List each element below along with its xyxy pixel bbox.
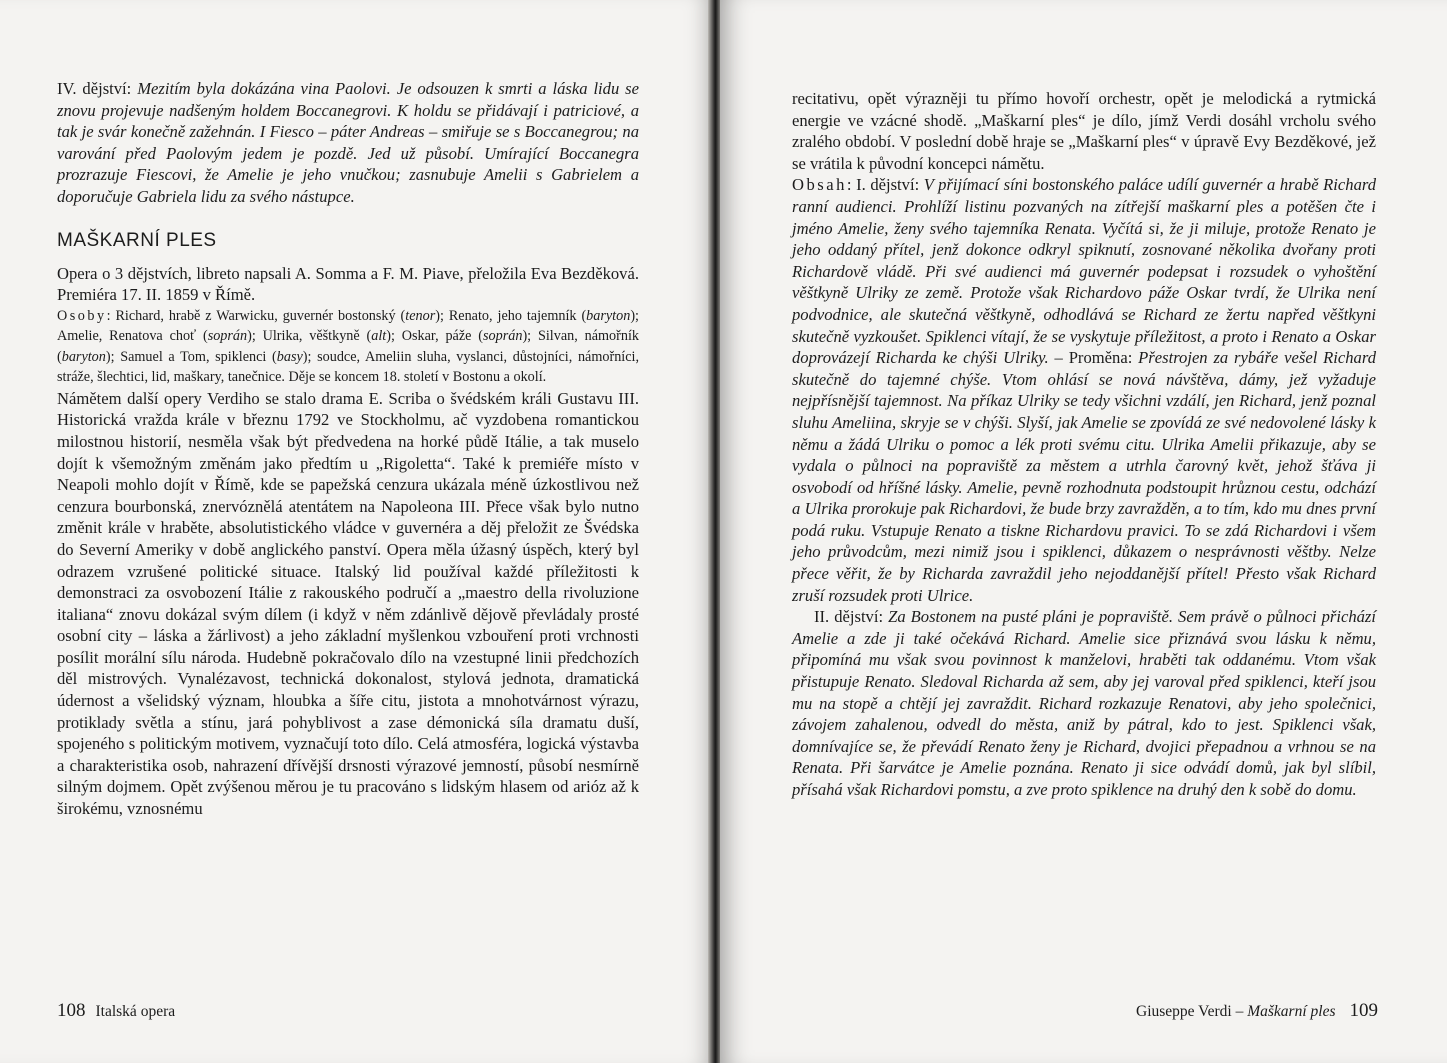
act-four-text: Mezitím byla dokázána vina Paolovi. Je odsouzen k smrti a láska lidu se znovu projevuje nadšeným holdem Boccanegrovi. K holdu se přidávají i patriciové, a tak je svár konečně zažehnán. I Fiesco – páter Andreas – smiřuje se s Boccanegrou; na varování před Paolovým jedem je pozdě. Jed už působí. Umírající Boccanegra prozrazuje Fiescovi, že Amelie je jeho vnučkou; zasnubuje Amelii s Gabrielem a doporučuje Gabriela lidu za svého nástupce. — [57, 79, 639, 206]
left-footer — [57, 1000, 175, 1022]
text-segment: baryton — [61, 348, 106, 365]
continuation-paragraph: recitativu, opět výrazněji tu přímo hovoří orchestr, opět je melodická a rytmická energie ve vzácné shodě. „Maškarní ples“ je dílo, jímž Verdi dosáhl vrcholu svého zralého období. V poslední době hraje se „Maškarní ples“ v úpravě Evy Bezděkové, jež se vrátila k původní koncepci námětu. — [792, 89, 1376, 173]
text-segment: basy — [276, 348, 303, 365]
text-segment: : — [1127, 348, 1139, 368]
running-footer-right — [1136, 1003, 1335, 1020]
text-segment: ); Amelie, Renatova choť ( — [57, 307, 639, 345]
text-segment: ); Oskar, páže ( — [386, 328, 484, 345]
page-number-left: 108 — [57, 1000, 86, 1021]
right-page — [720, 0, 1447, 1063]
right-footer — [1136, 1000, 1378, 1022]
text-segment: ); soudce, Ameliin sluha, vyslanci, důstojníci, námořníci, stráže, šlechtici, lid, maškary, tanečnice. Děje se koncem 18. století v Bostonu a okolí. — [57, 348, 640, 386]
text-segment: Obsah — [792, 175, 847, 195]
text-segment: Za Bostonem na pusté pláni je popraviště. Sem právě o půlnoci přichází Amelie a zde ji také očekává Richard. Amelie sice přiznává svou lásku k němu, připomíná mu však svou povinnost k manželovi, hraběti tak oddanému. Vtom však přistupuje Renato. Sledoval Richarda až sem, aby jej varoval před spiklenci, kteří jsou mu na stopě a chtějí jej zavraždit. Richard rozkazuje Renatovi, aby jeho společnici, závojem zahalenou, odvedl do města, aniž by pátral, kdo to jest. Spiklenci však, domnívajíce se, že převádí Renato ženy je Richard, dvojici přepadnou a vrhnou se na Renata. Při šarvátce je Amelie poznána. Renato ji sice odvádí domů, jak byl slíbil, přísahá však Richardovi pomstu, a zve proto spiklence na druhý den k sobě do domu. — [792, 607, 1376, 799]
text-segment: ); Silvan, námořník ( — [57, 328, 639, 365]
text-segment: Osoby — [57, 307, 107, 324]
main-body-paragraph: Námětem další opery Verdiho se stalo drama E. Scriba o švédském králi Gustavu III. Historická vražda krále v březnu 1792 ve Stockholmu, ač vyzdobena romantickou milostnou historií, nesměla však být předvedena na horké půdě Itálie, a tak muselo dojít k všemožným změnám jako předtím u „Rigoletta“. Také k premiéře místo v Neapoli mohlo dojít v Římě, kde se papežská cenzura ukázala méně úzkostlivou než cenzura bourbonská, znervóznělá atentátem na Napoleona III. Přece však bylo nutno změnit krále v hraběte, absolutistického vládce v guvernéra a děj přeložit ze Švédska do Severní Ameriky v době anglického panství. Opera měla úžasný úspěch, který byl odrazem vzrušené politické situace. Italský lid používal každé příležitosti k demonstraci za osvobození Itálie z rakouského područí a „maestro della rivoluzione italiana“ znovu dokázal svým dílem (i když v něm zdánlivě dějově převládaly prosté osobní city – láska a žárlivost) a jeho základní myšlenkou vzbouření proti vrchnosti posílit morální sílu národa. Hudebně pokračovalo dílo na vzestupné linii předchozích děl mistrových. Vynalézavost, technická dokonalost, stylová jednota, dramatická údernost a všelidský význam, hloubka a šíře citu, jistota a mnohotvárnost výrazu, protiklady světla a stínu, jará pohyblivost a zase démonická síla dramatu duší, spojeného s politickým motivem, vyznačují toto dílo. Celá atmosféra, logická výstavba a charakteristika osob, nahrazení dřívější drsnosti výrazové jemností, působí nesmírně silným dojmem. Opět zvýšenou měrou je tu pracováno s lidským hlasem od arióz až k širokému, vznosnému — [57, 388, 639, 819]
text-segment: : I. dějství: — [846, 175, 924, 195]
synopsis-act-one — [792, 174, 1376, 606]
text-segment: tenor — [405, 307, 436, 324]
left-page — [0, 0, 712, 1063]
running-footer-left: Italská opera — [95, 1003, 176, 1020]
text-segment: ); Samuel a Tom, spiklenci ( — [105, 348, 277, 365]
text-segment: : Richard, hrabě z Warwicku, guvernér bostonský ( — [106, 307, 406, 324]
cast-list — [57, 306, 639, 388]
text-segment: soprán — [207, 328, 248, 345]
text-segment: soprán — [483, 328, 523, 345]
text-segment: II. dějství: — [814, 607, 889, 627]
opera-intro: Opera o 3 dějstvích, libreto napsali A. Somma a F. M. Piave, přeložila Eva Bezděková. Premiéra 17. II. 1859 v Římě. — [57, 263, 639, 305]
text-segment: ); Renato, jeho tajemník ( — [435, 307, 587, 324]
text-segment: Přestrojen za rybáře vešel Richard skutečně do tajemné chýše. Vtom ohlásí se nová návštěva, dámy, jež vyžaduje nejpřísnější tajemnost. Na příkaz Ulriky se tedy všichni vzdálí, jen Richard, jenž poznal sluhu Ameliina, skryje se v chýši. Slyší, jak Amelie se zpovídá ze své nedovolené lásky k němu a žádá Ulriku o pomoc a lék proti svému citu. Ulrika Amelii přikazuje, aby se vydala o půlnoci na popraviště za městem a utrhla čarovný květ, jehož šťáva ji osvobodí od hříšné lásky. Amelie, pevně rozhodnuta podstoupit hrůznou cestu, odchází a Ulrika prorokuje pak Richardovi, že bude brzy zavražděn, a to tím, kdo mu dnes první podá ruku. Vstupuje Renato a tiskne Richardovu pravici. To se zdá Richardovi i všem jeho průvodcům, mezi nimiž jsou i spiklenci, důkazem o nesprávnosti věštby. Nelze přece věřit, že by Richarda zavraždil jeho nejoddanější přítel! Přesto však Richard zruší rozsudek proti Ulrice. — [792, 348, 1376, 605]
act-four-paragraph — [57, 78, 639, 208]
page-number-right: 109 — [1349, 1000, 1378, 1021]
section-heading: MAŠKARNÍ PLES — [57, 229, 217, 251]
text-segment: alt — [371, 328, 387, 345]
footer-author: Giuseppe Verdi – — [1136, 1003, 1248, 1020]
left-text-column — [57, 78, 639, 820]
act-four-lead: IV. dějství: — [57, 79, 138, 98]
right-text-column — [792, 88, 1376, 801]
text-segment: baryton — [586, 307, 631, 324]
synopsis-act-two — [792, 606, 1376, 800]
text-segment: Proměna — [1068, 348, 1128, 368]
footer-title: Maškarní ples — [1247, 1003, 1336, 1020]
text-segment: ); Ulrika, věštkyně ( — [247, 328, 372, 345]
text-segment: V přijímací síni bostonského paláce udílí guvernér a hrabě Richard ranní audienci. Prohlíží listinu pozvaných na zítřejší maškarní ples a potěšen čte i jméno Amelie, ženy svého tajemníka Renata. Vyčítá si, že ji miluje, protože Renato je jeho oddaný přítel, jenž dokonce odkryl spiknutí, zosnované několika dvořany proti Richardově vládě. Při své audienci má guvernér podepsat i rozsudek o vyhoštění věštkyně Ulriky ze země. Protože však Richardovo páže Oskar tvrdí, že Ulrika není podvodnice, ale skutečná věštkyně, odhodlává se Richard ze žertu napřed věštkyni skutečně vyzkoušet. Spiklenci vítají, že se vyskytuje příležitost, a proto i Renato a Oskar doprovázejí Richarda ke chýši Ulriky. – — [792, 175, 1376, 368]
